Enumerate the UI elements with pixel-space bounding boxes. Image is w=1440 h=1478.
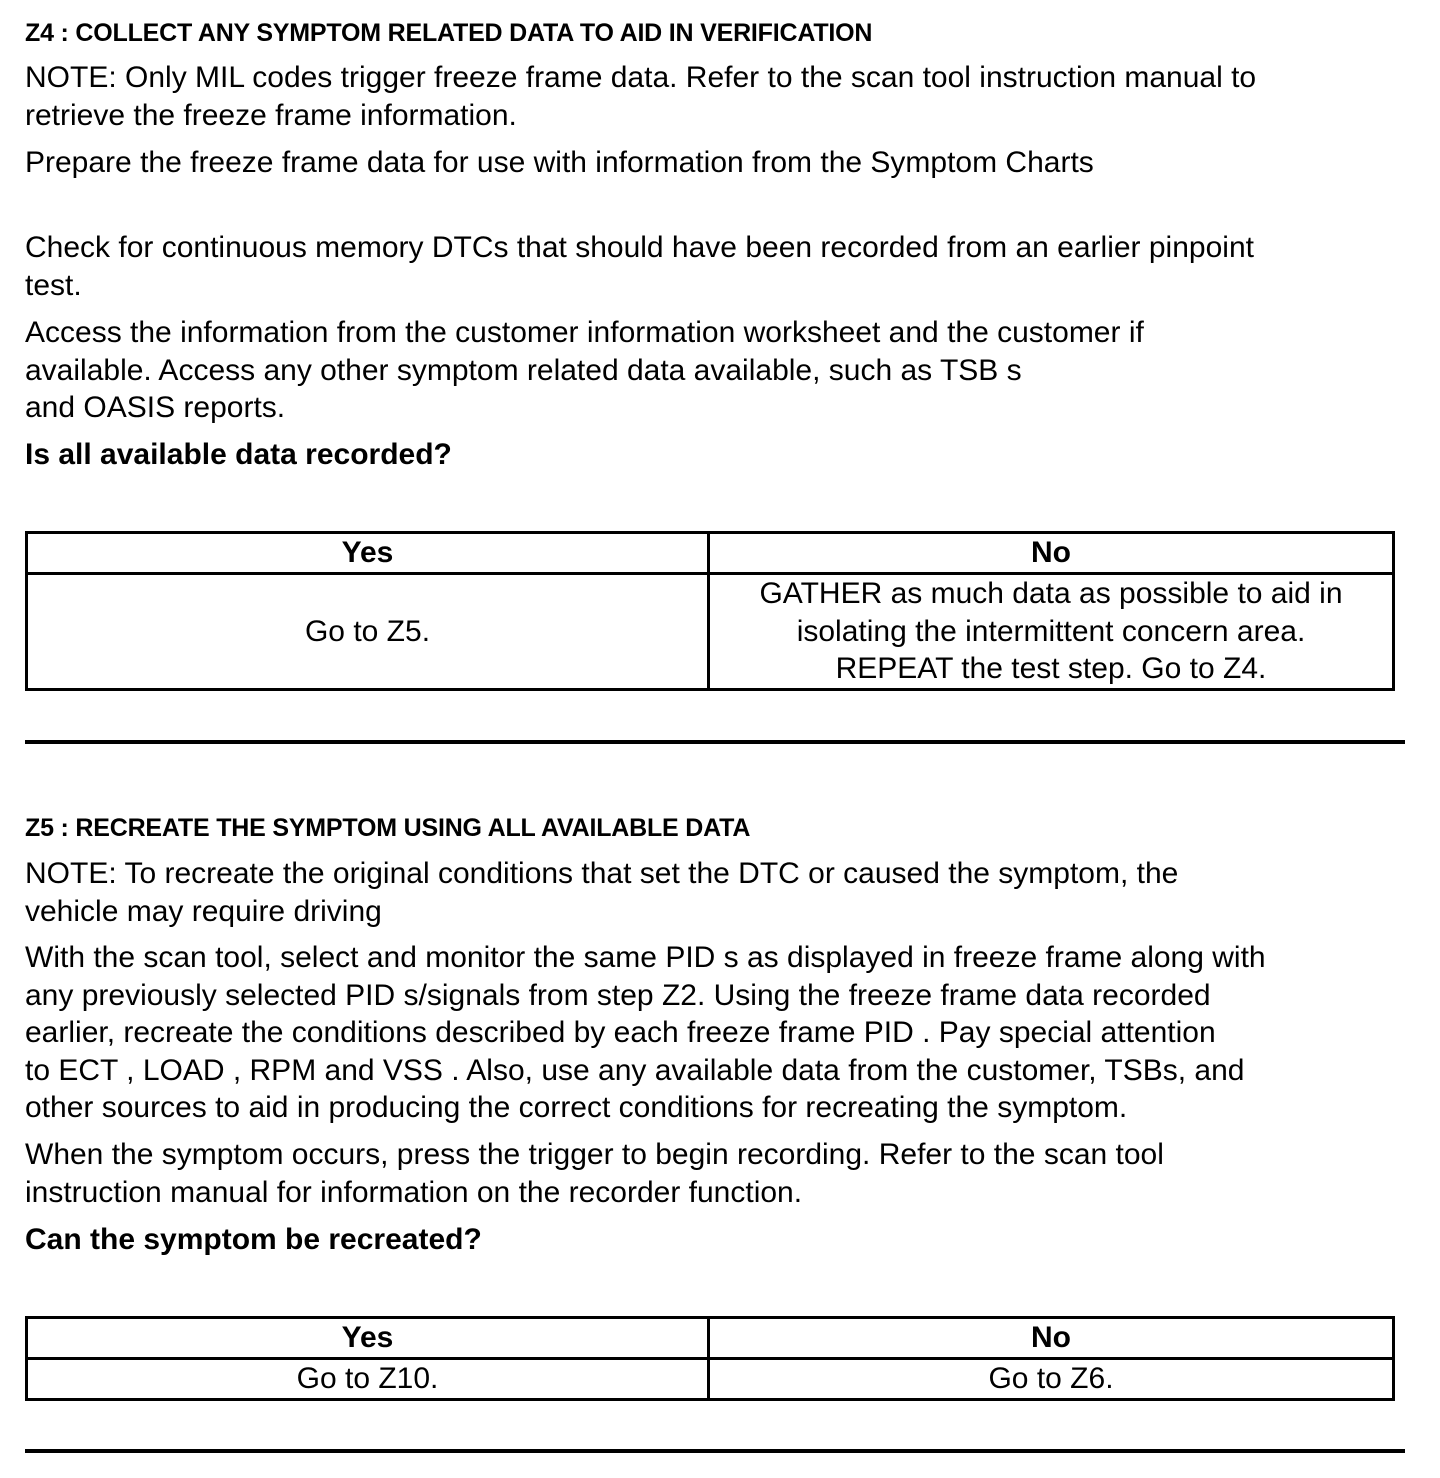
table-header-row <box>27 1318 1394 1359</box>
yes-action-cell: Go to Z5. <box>27 574 709 690</box>
step-z5-trigger-text: When the symptom occurs, press the trigger to begin recording. Refer to the scan tool instruction manual for information on the recorder function. <box>25 1138 1164 1209</box>
step-z4-access-text: Access the information from the customer information worksheet and the customer if available. Access any other symptom related data available, such as TSB s and OASIS reports. <box>25 316 1144 424</box>
step-z5-note: NOTE: To recreate the original conditions that set the DTC or caused the symptom, the vehicle may require driving <box>25 857 1179 928</box>
step-z4-prepare-text: Prepare the freeze frame data for use with information from the Symptom Charts <box>25 146 1094 179</box>
step-z4-check-text: Check for continuous memory DTCs that should have been recorded from an earlier pinpoint test. <box>25 231 1254 302</box>
yes-column-header: Yes <box>27 1318 709 1359</box>
table-row <box>27 1359 1394 1400</box>
table-row <box>27 574 1394 690</box>
step-z5-heading: Z5 : RECREATE THE SYMPTOM USING ALL AVAILABLE DATA <box>25 814 751 842</box>
step-z5-question: Can the symptom be recreated? <box>25 1223 482 1256</box>
no-column-header: No <box>709 1318 1394 1359</box>
section-divider <box>25 1449 1405 1453</box>
no-action-cell: Go to Z6. <box>709 1359 1394 1400</box>
step-z4-decision-table <box>25 531 1395 691</box>
table-header-row <box>27 533 1394 574</box>
no-column-header: No <box>709 533 1394 574</box>
step-z4-question: Is all available data recorded? <box>25 438 452 471</box>
step-z4-note: NOTE: Only MIL codes trigger freeze frame data. Refer to the scan tool instruction manual to retrieve the freeze frame information. <box>25 61 1257 132</box>
step-z5-decision-table <box>25 1316 1395 1401</box>
section-divider <box>25 740 1405 744</box>
no-action-cell: GATHER as much data as possible to aid in isolating the intermittent concern area. REPEAT the test step. Go to Z4. <box>709 574 1394 690</box>
yes-column-header: Yes <box>27 533 709 574</box>
yes-action-cell: Go to Z10. <box>27 1359 709 1400</box>
step-z5-scan-text: With the scan tool, select and monitor the same PID s as displayed in freeze frame along with any previously selected PID s/signals from step Z2. Using the freeze frame data recorded earlier, recreate the conditions described by each freeze frame PID . Pay special attention to ECT , LOAD , RPM and VSS . Also, use any available data from the customer, TSBs, and other sources to aid in producing the correct conditions for recreating the symptom. <box>25 941 1266 1124</box>
step-z4-heading: Z4 : COLLECT ANY SYMPTOM RELATED DATA TO AID IN VERIFICATION <box>25 19 873 47</box>
